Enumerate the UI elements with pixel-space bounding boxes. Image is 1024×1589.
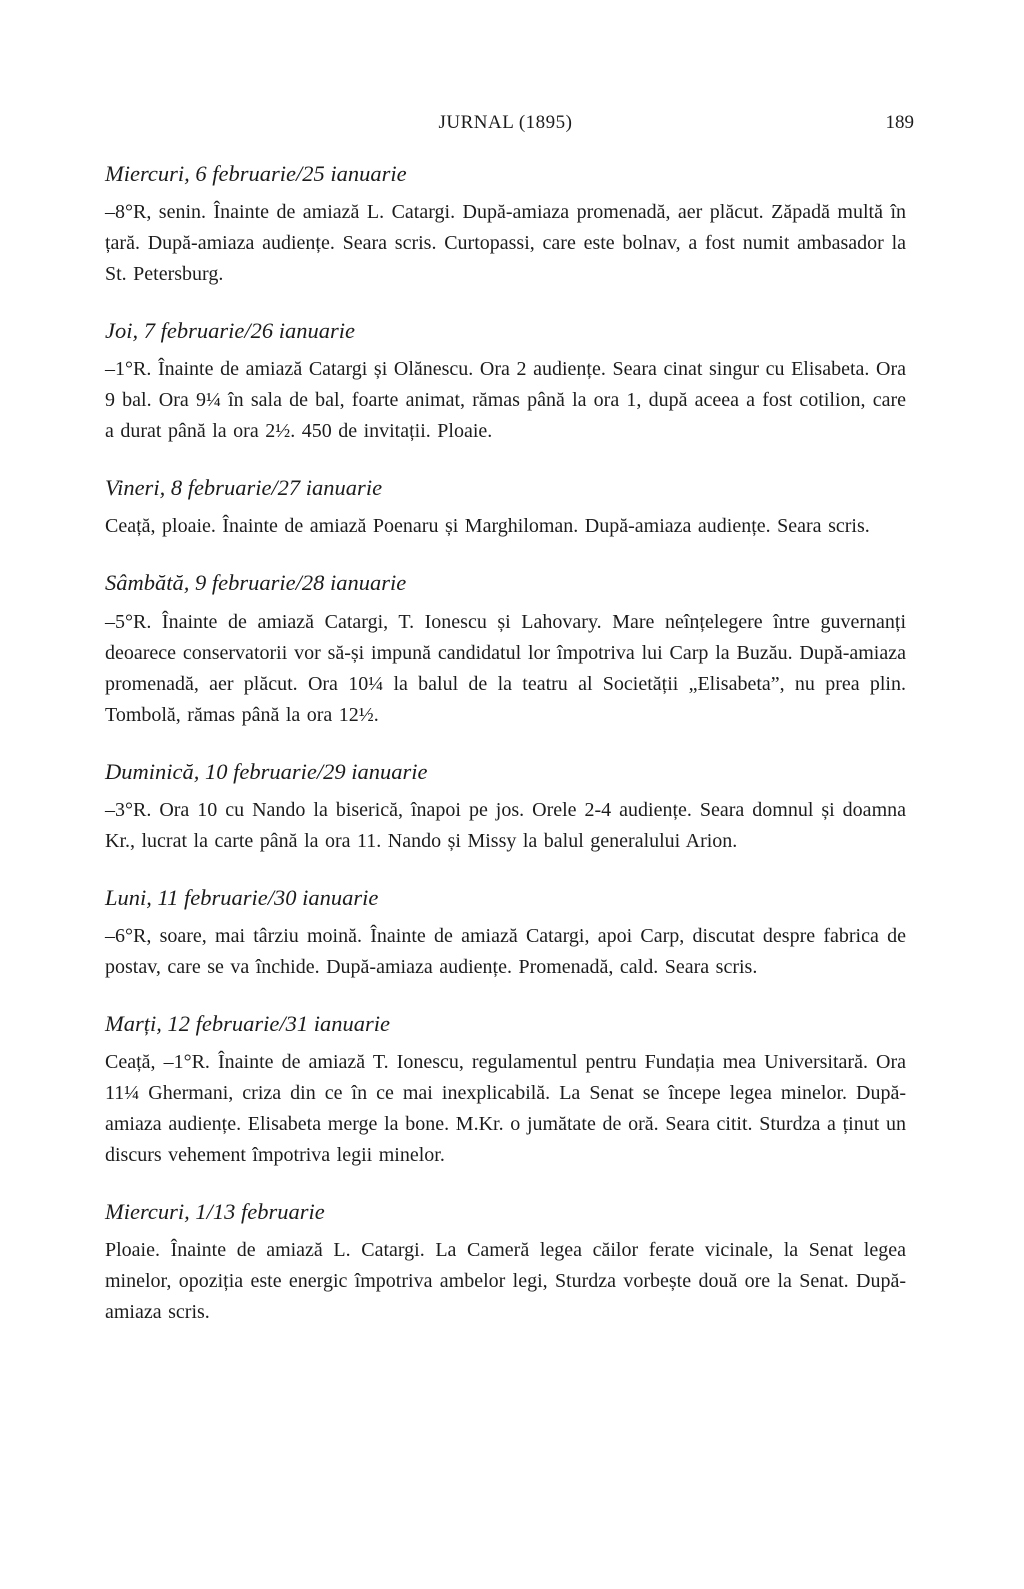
journal-entry	[105, 884, 906, 983]
journal-entry	[105, 1010, 906, 1171]
entry-body: –1°R. Înainte de amiază Catargi și Olănescu. Ora 2 audiențe. Seara cinat singur cu Elisabeta. Ora 9 bal. Ora 9¼ în sala de bal, foarte animat, rămas până la ora 1, după aceea a fost cotilion, care a durat până la ora 2½. 450 de invitații. Ploaie.	[105, 358, 906, 443]
journal-entry	[105, 317, 906, 447]
entry-body: –3°R. Ora 10 cu Nando la biserică, înapoi pe jos. Orele 2-4 audiențe. Seara domnul și doamna Kr., lucrat la carte până la ora 11. Nando și Missy la balul generalului Arion.	[105, 798, 906, 852]
entry-heading: Vineri, 8 februarie/27 ianuarie	[105, 475, 383, 501]
entry-heading: Duminică, 10 februarie/29 ianuarie	[105, 758, 428, 784]
entry-body: –8°R, senin. Înainte de amiază L. Catargi. După-amiaza promenadă, aer plăcut. Zăpadă multă în țară. După-amiaza audiențe. Seara scris. Curtopassi, care este bolnav, a fost numit ambasador la St. Petersburg.	[105, 201, 906, 286]
journal-entry	[105, 160, 906, 290]
journal-entry	[105, 569, 906, 730]
entry-heading: Miercuri, 1/13 februarie	[105, 1198, 325, 1224]
entry-heading: Sâmbătă, 9 februarie/28 ianuarie	[105, 570, 407, 596]
entry-body: Ceață, ploaie. Înainte de amiază Poenaru și Marghiloman. După-amiaza audiențe. Seara scris.	[105, 515, 870, 538]
journal-entry	[105, 758, 906, 857]
entry-heading: Marți, 12 februarie/31 ianuarie	[105, 1010, 390, 1036]
entry-body: –5°R. Înainte de amiază Catargi, T. Ionescu și Lahovary. Mare neînțelegere între guvernanți deoarece conservatorii vor să-și impună candidatul lor împotriva lui Carp la Buzău. După-amiaza promenadă, aer plăcut. Ora 10¼ la balul de la teatru al Societății „Elisabeta”, nu prea plin. Tombolă, rămas până la ora 12½.	[105, 610, 906, 726]
entry-body: –6°R, soare, mai târziu moină. Înainte de amiază Catargi, apoi Carp, discutat despre fabrica de postav, care se va închide. După-amiaza audiențe. Promenadă, cald. Seara scris.	[105, 924, 906, 978]
entry-heading: Joi, 7 februarie/26 ianuarie	[105, 318, 355, 344]
entry-body: Ploaie. Înainte de amiază L. Catargi. La Cameră legea căilor ferate vicinale, la Senat legea minelor, opoziția este energic împotriva ambelor legi, Sturdza vorbește două ore la Senat. După-amiaza scris.	[105, 1239, 906, 1323]
journal-entry	[105, 474, 906, 542]
entry-heading: Luni, 11 februarie/30 ianuarie	[105, 884, 379, 910]
page-header	[105, 112, 914, 142]
entry-body: Ceață, –1°R. Înainte de amiază T. Ionescu, regulamentul pentru Fundația mea Universitară. Ora 11¼ Ghermani, criza din ce în ce mai inexplicabilă. La Senat se începe legea minelor. După-amiaza audiențe. Elisabeta merge la bone. M.Kr. o jumătate de oră. Seara citit. Sturdza a ținut un discurs vehement împotriva legii minelor.	[105, 1050, 906, 1166]
journal-entry	[105, 1198, 906, 1328]
entry-heading: Miercuri, 6 februarie/25 ianuarie	[105, 161, 407, 186]
page-number: 189	[885, 112, 914, 133]
running-title: JURNAL (1895)	[438, 112, 573, 133]
